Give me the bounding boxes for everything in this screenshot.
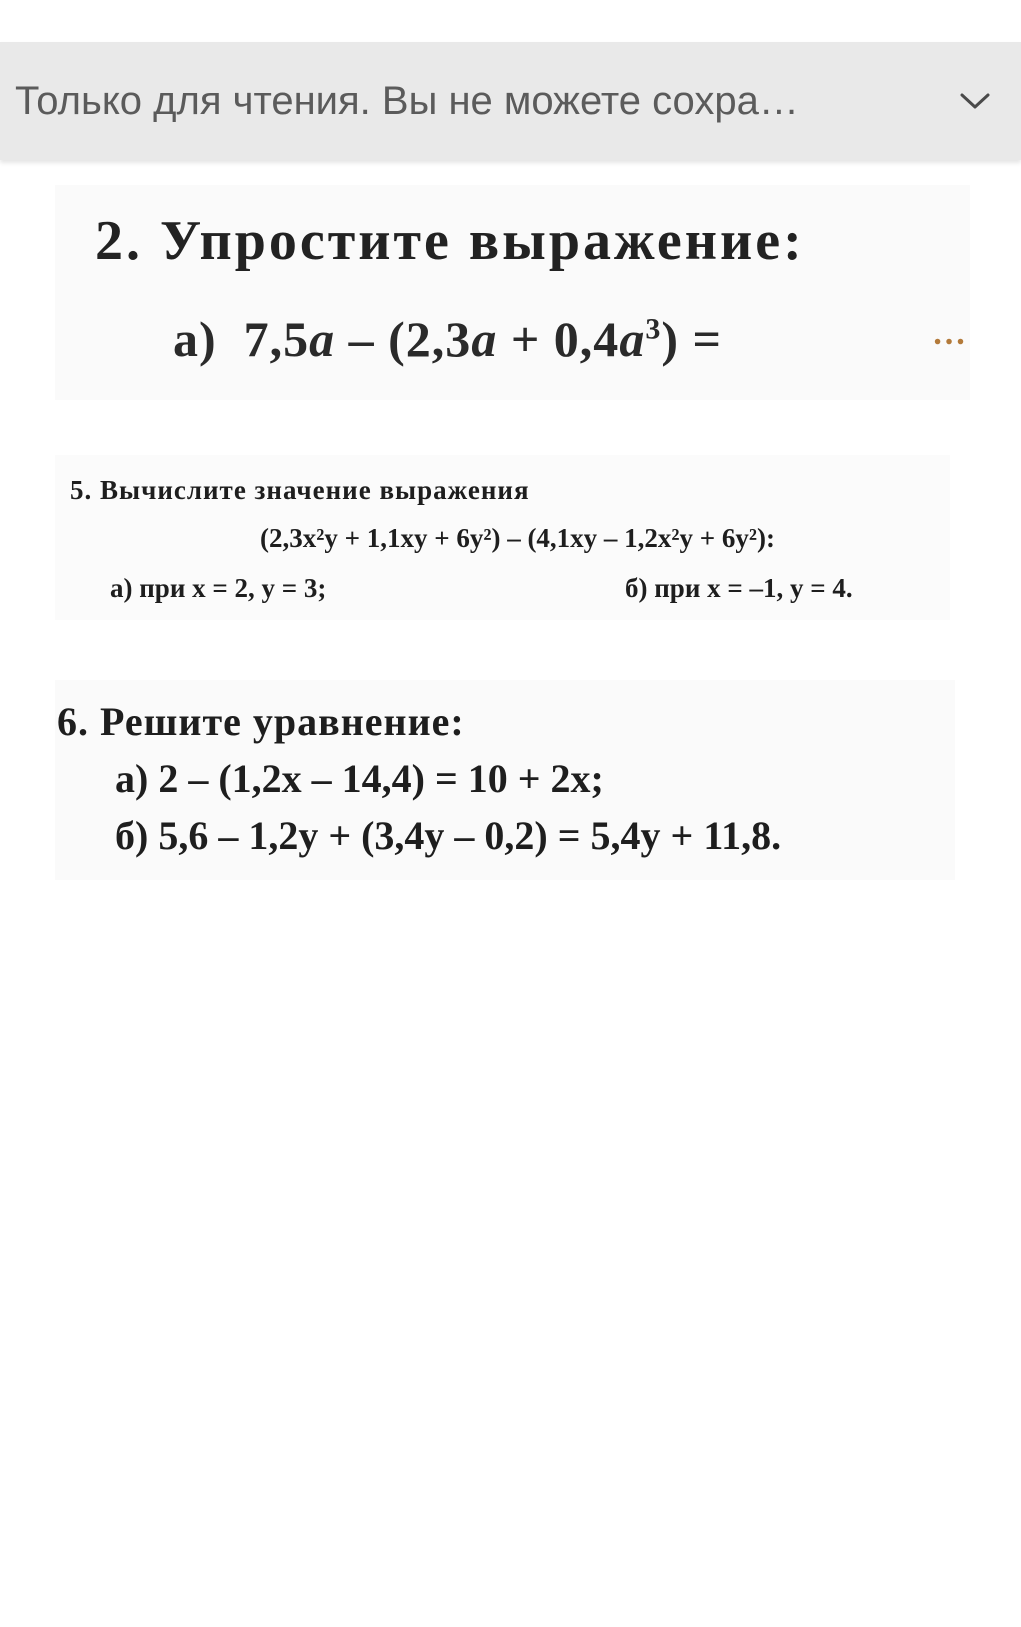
read-only-message: Только для чтения. Вы не можете сохра… — [15, 78, 799, 123]
problem-5-case-a: а) при x = 2, y = 3; — [110, 573, 327, 603]
read-only-banner[interactable] — [0, 42, 1021, 160]
chevron-down-icon[interactable] — [955, 81, 995, 121]
problem-6-equation-a: а) 2 – (1,2x – 14,4) = 10 + 2x; — [115, 756, 604, 801]
ellipsis-mark: … — [932, 315, 968, 352]
problem-5-title: 5. Вычислите значение выражения — [70, 475, 530, 505]
problem-6-equation-b: б) 5,6 – 1,2y + (3,4y – 0,2) = 5,4y + 11,8. — [115, 813, 782, 858]
problem-6-title: 6. Решите уравнение: — [57, 699, 465, 744]
status-strip — [0, 0, 1021, 42]
problem-6-image — [55, 680, 955, 880]
problem-5-image — [55, 455, 950, 620]
problem-5-case-b: б) при x = –1, y = 4. — [625, 573, 853, 603]
item-a-label: а) — [173, 311, 217, 367]
problem-2-image — [55, 185, 970, 400]
problem-5-expression: (2,3x²y + 1,1xy + 6y²) – (4,1xy – 1,2x²y + 6y²): — [260, 523, 775, 553]
problem-2-expression — [173, 310, 722, 368]
expr-text: $7,5a - (2,3a + 0,4a^3)$ = — [243, 311, 722, 367]
problem-2-title: 2. Упростите выражение: — [95, 210, 805, 272]
